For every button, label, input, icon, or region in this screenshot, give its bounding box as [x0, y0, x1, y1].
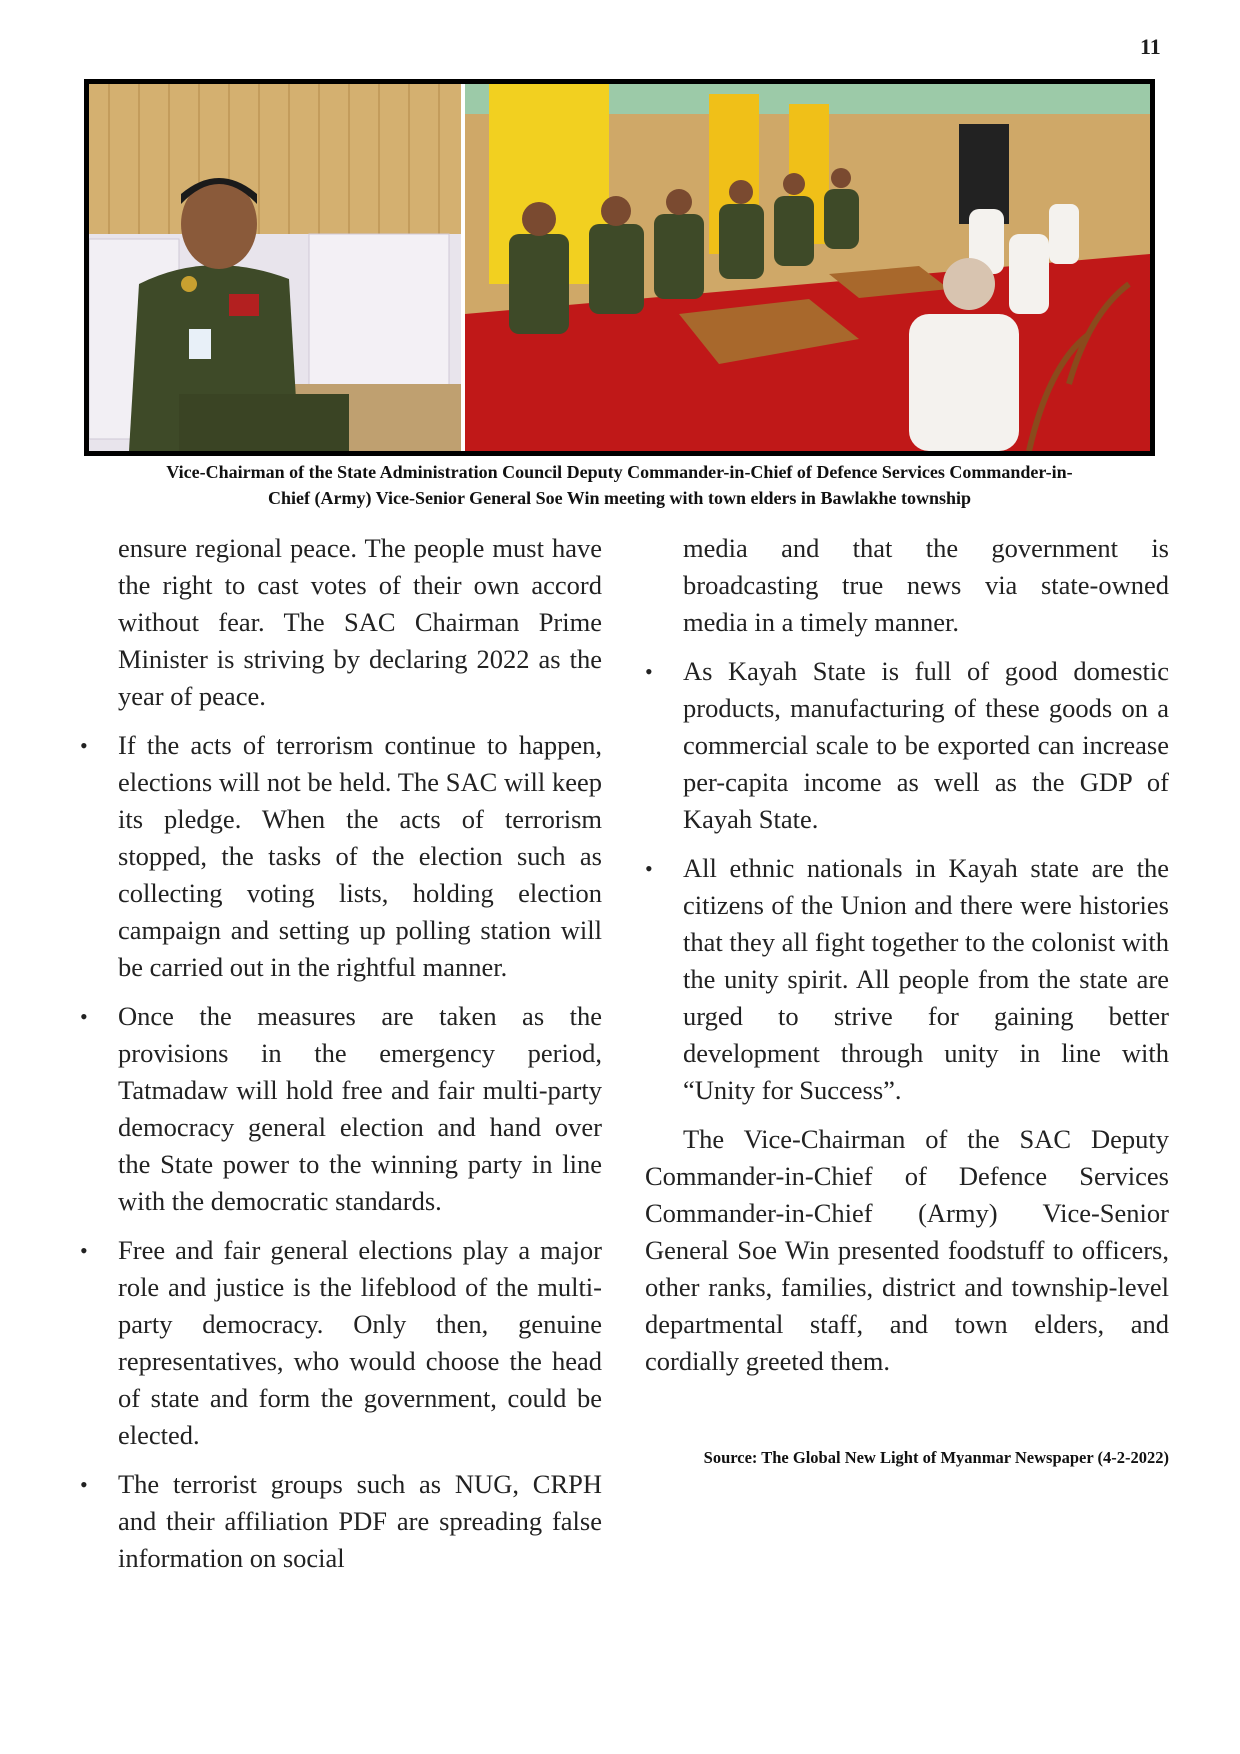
photo-caption [84, 459, 1155, 511]
list-item [80, 727, 602, 986]
right-column [645, 530, 1169, 1380]
bullet-icon: • [80, 1004, 88, 1029]
left-intro-paragraph: ensure regional peace. The people must have the right to cast votes of their own accord without fear. The SAC Chairman Prime Minister is striving by declaring 2022 as the year of peace. [118, 533, 602, 711]
bullet-icon: • [80, 1238, 88, 1263]
list-item [80, 998, 602, 1220]
news-photo [84, 79, 1155, 456]
list-item [645, 653, 1169, 838]
bullet-text: Free and fair general elections play a major role and justice is the lifeblood of the multi-party democracy. Only then, genuine representatives, who would choose the head of state and form the government, could be elected. [118, 1235, 602, 1450]
caption-line-1: Vice-Chairman of the State Administration Council Deputy Commander-in-Chief of Defence Services Commander-in- [166, 462, 1073, 482]
caption-line-2: Chief (Army) Vice-Senior General Soe Win meeting with town elders in Bawlakhe township [268, 488, 971, 508]
right-continuation-paragraph: media and that the government is broadcasting true news via state-owned media in a timely manner. [683, 533, 1169, 637]
meeting-room-image [465, 84, 1150, 451]
bullet-text: Once the measures are taken as the provisions in the emergency period, Tatmadaw will hold free and fair multi-party democracy general election and hand over the State power to the winning party in line with the democratic standards. [118, 1001, 602, 1216]
bullet-icon: • [645, 856, 653, 881]
bullet-icon: • [80, 1472, 88, 1497]
list-item [80, 1232, 602, 1454]
officer-portrait-image [89, 84, 461, 451]
bullet-icon: • [80, 733, 88, 758]
source-credit: Source: The Global New Light of Myanmar Newspaper (4-2-2022) [703, 1448, 1169, 1467]
bullet-text: If the acts of terrorism continue to happen, elections will not be held. The SAC will keep its pledge. When the acts of terrorism stopped, the tasks of the election such as collecting voting lists, holding election campaign and setting up polling station will be carried out in the rightful manner. [118, 730, 602, 982]
closing-paragraph: The Vice-Chairman of the SAC Deputy Commander-in-Chief of Defence Services Commander-in-Chief (Army) Vice-Senior General Soe Win presented foodstuff to officers, other ranks, families, district and township-level departmental staff, and town elders, and cordially greeted them. [645, 1124, 1169, 1376]
bullet-text: All ethnic nationals in Kayah state are the citizens of the Union and there were histories that they all fight together to the colonist with the unity spirit. All people from the state are urged to strive for gaining better development through unity in line with “Unity for Success”. [683, 853, 1169, 1105]
bullet-icon: • [645, 659, 653, 684]
list-item [645, 850, 1169, 1109]
bullet-text: The terrorist groups such as NUG, CRPH and their affiliation PDF are spreading false information on social [118, 1469, 602, 1573]
page-number: 11 [1140, 34, 1161, 59]
left-column [80, 530, 602, 1577]
list-item [80, 1466, 602, 1577]
bullet-text: As Kayah State is full of good domestic products, manufacturing of these goods on a commercial scale to be exported can increase per-capita income as well as the GDP of Kayah State. [683, 656, 1169, 834]
